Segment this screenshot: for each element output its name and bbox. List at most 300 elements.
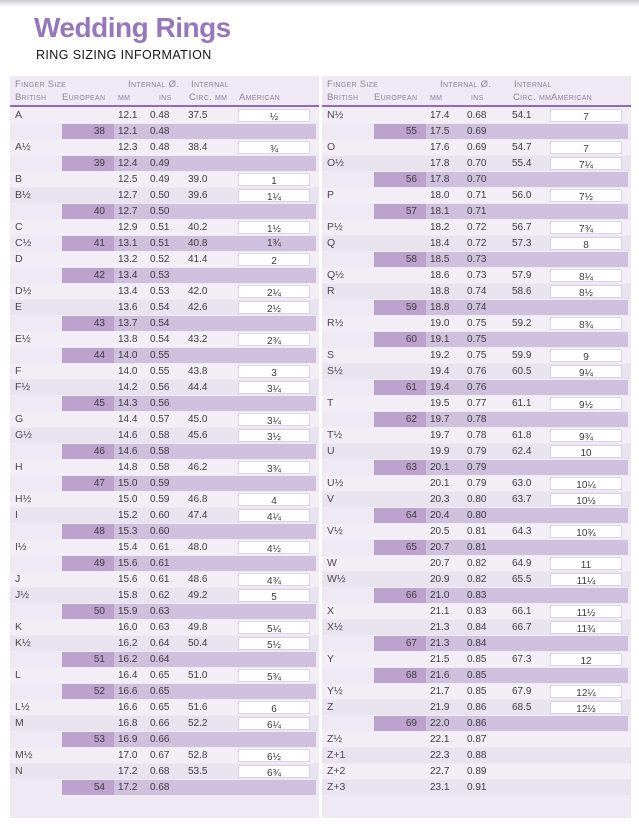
- table-row: [322, 700, 631, 715]
- american-size-box: 2½: [238, 301, 310, 314]
- internal-diameter-ins: 0.54: [150, 334, 170, 345]
- european-size: 58: [405, 254, 417, 265]
- internal-diameter-mm: 15.2: [118, 510, 138, 521]
- internal-circumference-mm: 49.8: [188, 622, 208, 633]
- page-title: Wedding Rings: [34, 12, 231, 43]
- internal-circumference-mm: 39.0: [188, 174, 208, 185]
- table-row: [10, 540, 319, 555]
- internal-diameter-ins: 0.72: [467, 222, 487, 233]
- internal-diameter-ins: 0.78: [467, 414, 487, 425]
- european-size: 40: [93, 206, 105, 217]
- internal-diameter-mm: 20.7: [430, 542, 450, 553]
- american-size-box: 9: [550, 349, 622, 362]
- internal-diameter-ins: 0.88: [467, 750, 487, 761]
- table-row: [322, 332, 631, 347]
- european-size-cell: [374, 668, 426, 683]
- ins-column-header: ins: [471, 92, 484, 103]
- table-row: [322, 460, 631, 475]
- table-row: [10, 412, 319, 427]
- internal-diameter-mm: 16.4: [118, 670, 138, 681]
- table-row: [10, 700, 319, 715]
- table-row: [10, 476, 319, 491]
- american-size-box: 2¾: [238, 333, 310, 346]
- internal-diameter-ins: 0.48: [150, 142, 170, 153]
- american-size-box: 11¼: [550, 573, 622, 586]
- internal-diameter-mm: 19.2: [430, 350, 450, 361]
- internal-diameter-ins: 0.81: [467, 526, 487, 537]
- table-row: [10, 428, 319, 443]
- american-size-box: 5¾: [238, 669, 310, 682]
- table-row: [322, 412, 631, 427]
- table-row: [322, 348, 631, 363]
- table-row: [10, 588, 319, 603]
- internal-diameter-mm: 16.9: [118, 734, 138, 745]
- internal-diameter-mm: 19.9: [430, 446, 450, 457]
- british-size: U½: [327, 477, 344, 489]
- american-size-box: 7: [550, 109, 622, 122]
- european-size: 53: [93, 734, 105, 745]
- table-row: [322, 652, 631, 667]
- british-size: M: [15, 717, 24, 729]
- european-size: 66: [405, 590, 417, 601]
- internal-diameter-ins: 0.73: [467, 254, 487, 265]
- internal-diameter-mm: 16.8: [118, 718, 138, 729]
- american-size-box: 12½: [550, 701, 622, 714]
- internal-diameter-ins: 0.70: [467, 158, 487, 169]
- table-row: [322, 236, 631, 251]
- internal-circumference-mm: 62.4: [512, 446, 532, 457]
- table-row: [10, 652, 319, 667]
- european-size: 46: [93, 446, 105, 457]
- internal-diameter-ins: 0.51: [150, 238, 170, 249]
- table-row: [322, 556, 631, 571]
- internal-diameter-mm: 22.1: [430, 734, 450, 745]
- internal-diameter-ins: 0.54: [150, 318, 170, 329]
- internal-diameter-ins: 0.84: [467, 638, 487, 649]
- mm-column-header: mm: [118, 92, 131, 103]
- internal-diameter-mm: 21.1: [430, 606, 450, 617]
- american-size-box: 10¼: [550, 477, 622, 490]
- british-size: V½: [327, 525, 343, 537]
- internal-diameter-ins: 0.86: [467, 718, 487, 729]
- internal-diameter-ins: 0.86: [467, 702, 487, 713]
- internal-diameter-ins: 0.89: [467, 766, 487, 777]
- internal-circumference-mm: 59.2: [512, 318, 532, 329]
- british-size: Z+1: [327, 749, 346, 761]
- internal-diameter-mm: 20.7: [430, 558, 450, 569]
- american-size-box: 3¼: [238, 413, 310, 426]
- american-size-box: ¾: [238, 141, 310, 154]
- table-row: [10, 748, 319, 763]
- british-size: T: [327, 397, 334, 409]
- european-size: 38: [93, 126, 105, 137]
- american-size-box: 1½: [238, 221, 310, 234]
- internal-diameter-mm: 22.3: [430, 750, 450, 761]
- internal-diameter-mm: 19.1: [430, 334, 450, 345]
- internal-circumference-mm: 58.6: [512, 286, 532, 297]
- table-row: [322, 156, 631, 171]
- internal-diameter-mm: 14.4: [118, 414, 138, 425]
- american-size-box: 3¼: [238, 381, 310, 394]
- british-size: A: [15, 109, 23, 121]
- internal-diameter-ins: 0.83: [467, 606, 487, 617]
- internal-diameter-mm: 18.6: [430, 270, 450, 281]
- table-row: [322, 780, 631, 795]
- european-size: 48: [93, 526, 105, 537]
- internal-diameter-ins: 0.59: [150, 494, 170, 505]
- internal-diameter-ins: 0.85: [467, 654, 487, 665]
- table-row: [10, 684, 319, 699]
- european-size-cell: [374, 172, 426, 187]
- british-size: E: [15, 301, 23, 313]
- internal-circumference-mm: 66.7: [512, 622, 532, 633]
- table-row: [322, 380, 631, 395]
- internal-diameter-mm: 14.6: [118, 430, 138, 441]
- british-size: O½: [327, 157, 344, 169]
- internal-diameter-ins: 0.80: [467, 510, 487, 521]
- american-size-box: 1¼: [238, 189, 310, 202]
- internal-diameter-mm: 17.5: [430, 126, 450, 137]
- internal-diameter-mm: 20.9: [430, 574, 450, 585]
- american-size-box: 10¾: [550, 525, 622, 538]
- american-size-box: 3½: [238, 429, 310, 442]
- internal-diameter-mm: 15.8: [118, 590, 138, 601]
- internal-diameter-ins: 0.48: [150, 110, 170, 121]
- internal-diameter-ins: 0.53: [150, 270, 170, 281]
- table-row: [322, 476, 631, 491]
- table-row: [10, 716, 319, 731]
- ring-size-table-left: [10, 76, 319, 818]
- ring-size-table-right: [322, 76, 631, 818]
- american-size-box: 3: [238, 365, 310, 378]
- internal-circumference-mm: 44.4: [188, 382, 208, 393]
- internal-diameter-mm: 18.8: [430, 286, 450, 297]
- british-size: Q½: [327, 269, 344, 281]
- table-row: [10, 252, 319, 267]
- european-size-cell: [374, 508, 426, 523]
- american-size-box: 7: [550, 141, 622, 154]
- internal-diameter-mm: 15.6: [118, 574, 138, 585]
- table-row: [322, 220, 631, 235]
- header-rule: [10, 105, 319, 107]
- european-size: 39: [93, 158, 105, 169]
- table-row: [10, 780, 319, 795]
- table-row: [322, 572, 631, 587]
- american-size-box: 6½: [238, 749, 310, 762]
- finger-size-header: Finger Size: [15, 79, 67, 90]
- british-size: U: [327, 445, 335, 457]
- british-size: A½: [15, 141, 31, 153]
- table-row: [322, 124, 631, 139]
- internal-diameter-header: Internal Ø.: [440, 79, 492, 90]
- internal-diameter-ins: 0.68: [150, 766, 170, 777]
- internal-diameter-mm: 20.1: [430, 478, 450, 489]
- american-size-box: 4½: [238, 541, 310, 554]
- british-size: K: [15, 621, 23, 633]
- european-size-cell: [62, 124, 114, 139]
- internal-diameter-mm: 17.2: [118, 782, 138, 793]
- american-size-box: 12: [550, 653, 622, 666]
- european-size: 45: [93, 398, 105, 409]
- european-size-cell: [62, 316, 114, 331]
- internal-diameter-ins: 0.72: [467, 238, 487, 249]
- internal-circumference-mm: 39.6: [188, 190, 208, 201]
- european-size-cell: [62, 156, 114, 171]
- internal-diameter-mm: 13.6: [118, 302, 138, 313]
- internal-diameter-ins: 0.83: [467, 590, 487, 601]
- table-row: [322, 252, 631, 267]
- internal-circumference-mm: 54.7: [512, 142, 532, 153]
- internal-diameter-mm: 13.2: [118, 254, 138, 265]
- internal-diameter-mm: 21.7: [430, 686, 450, 697]
- internal-diameter-ins: 0.65: [150, 702, 170, 713]
- internal-diameter-mm: 19.4: [430, 382, 450, 393]
- mm-column-header: mm: [430, 92, 443, 103]
- american-column-header: American: [551, 92, 593, 103]
- european-size-cell: [62, 732, 114, 747]
- internal-diameter-mm: 21.3: [430, 622, 450, 633]
- european-size-cell: [62, 524, 114, 539]
- internal-diameter-ins: 0.61: [150, 558, 170, 569]
- british-size: S: [327, 349, 335, 361]
- table-row: [10, 396, 319, 411]
- internal-diameter-ins: 0.48: [150, 126, 170, 137]
- british-size: M½: [15, 749, 33, 761]
- american-size-box: 10: [550, 445, 622, 458]
- internal-circumference-mm: 63.0: [512, 478, 532, 489]
- british-column-header: British: [15, 92, 47, 103]
- internal-circumference-mm: 49.2: [188, 590, 208, 601]
- internal-diameter-ins: 0.49: [150, 158, 170, 169]
- internal-diameter-ins: 0.73: [467, 270, 487, 281]
- internal-diameter-ins: 0.87: [467, 734, 487, 745]
- internal-circumference-mm: 57.9: [512, 270, 532, 281]
- table-row: [322, 604, 631, 619]
- internal-circumference-mm: 54.1: [512, 110, 532, 121]
- table-row: [322, 508, 631, 523]
- internal-circumference-mm: 51.6: [188, 702, 208, 713]
- internal-diameter-mm: 14.2: [118, 382, 138, 393]
- british-size: E½: [15, 333, 31, 345]
- internal-diameter-ins: 0.54: [150, 302, 170, 313]
- internal-diameter-mm: 13.4: [118, 270, 138, 281]
- european-size: 67: [405, 638, 417, 649]
- british-size: L: [15, 669, 21, 681]
- european-size-cell: [374, 204, 426, 219]
- internal-diameter-mm: 17.4: [430, 110, 450, 121]
- internal-diameter-mm: 16.6: [118, 686, 138, 697]
- european-size: 51: [93, 654, 105, 665]
- internal-diameter-ins: 0.58: [150, 446, 170, 457]
- table-row: [10, 492, 319, 507]
- internal-diameter-mm: 17.6: [430, 142, 450, 153]
- internal-diameter-ins: 0.65: [150, 670, 170, 681]
- table-row: [322, 524, 631, 539]
- european-size: 47: [93, 478, 105, 489]
- european-size: 57: [405, 206, 417, 217]
- british-size: P½: [327, 221, 343, 233]
- british-size: P: [327, 189, 335, 201]
- american-size-box: 9½: [550, 397, 622, 410]
- internal-diameter-ins: 0.68: [150, 782, 170, 793]
- internal-diameter-mm: 18.1: [430, 206, 450, 217]
- internal-diameter-mm: 18.2: [430, 222, 450, 233]
- table-row: [322, 636, 631, 651]
- european-size-cell: [374, 252, 426, 267]
- internal-diameter-ins: 0.74: [467, 302, 487, 313]
- british-size: D: [15, 253, 23, 265]
- table-row: [322, 364, 631, 379]
- internal-circumference-mm: 57.3: [512, 238, 532, 249]
- internal-diameter-mm: 15.3: [118, 526, 138, 537]
- table-row: [10, 764, 319, 779]
- internal-diameter-mm: 12.4: [118, 158, 138, 169]
- table-row: [322, 764, 631, 779]
- internal-diameter-ins: 0.91: [467, 782, 487, 793]
- european-size-cell: [374, 716, 426, 731]
- british-size: R: [327, 285, 335, 297]
- internal-diameter-ins: 0.78: [467, 430, 487, 441]
- internal-circumference-mm: 66.1: [512, 606, 532, 617]
- british-size: I½: [15, 541, 27, 553]
- internal-diameter-mm: 17.8: [430, 158, 450, 169]
- british-size: Y: [327, 653, 335, 665]
- internal-diameter-ins: 0.64: [150, 638, 170, 649]
- european-size: 59: [405, 302, 417, 313]
- british-size: L½: [15, 701, 30, 713]
- internal-diameter-ins: 0.55: [150, 366, 170, 377]
- european-size: 41: [93, 238, 105, 249]
- british-size: X½: [327, 621, 343, 633]
- internal-circumference-mm: 67.9: [512, 686, 532, 697]
- internal-diameter-mm: 19.5: [430, 398, 450, 409]
- internal-diameter-mm: 12.3: [118, 142, 138, 153]
- european-size-cell: [374, 588, 426, 603]
- american-size-box: 8¼: [550, 269, 622, 282]
- table-row: [10, 332, 319, 347]
- internal-diameter-mm: 19.0: [430, 318, 450, 329]
- internal-diameter-mm: 21.0: [430, 590, 450, 601]
- european-size: 55: [405, 126, 417, 137]
- table-row: [10, 236, 319, 251]
- internal-circumference-mm: 42.6: [188, 302, 208, 313]
- internal-circumference-mm: 65.5: [512, 574, 532, 585]
- european-size-cell: [62, 780, 114, 795]
- european-size-cell: [374, 460, 426, 475]
- american-size-box: 5¼: [238, 621, 310, 634]
- european-size: 56: [405, 174, 417, 185]
- internal-diameter-ins: 0.52: [150, 254, 170, 265]
- table-row: [10, 300, 319, 315]
- european-size: 63: [405, 462, 417, 473]
- british-size: X: [327, 605, 335, 617]
- british-size: B½: [15, 189, 31, 201]
- american-size-box: 8½: [550, 285, 622, 298]
- internal-diameter-ins: 0.58: [150, 462, 170, 473]
- internal-diameter-mm: 13.1: [118, 238, 138, 249]
- table-row: [322, 172, 631, 187]
- table-rows: [10, 108, 319, 796]
- internal-circumference-mm: 38.4: [188, 142, 208, 153]
- table-row: [10, 620, 319, 635]
- internal-diameter-mm: 21.3: [430, 638, 450, 649]
- british-size: W½: [327, 573, 346, 585]
- internal-diameter-mm: 12.1: [118, 110, 138, 121]
- internal-diameter-ins: 0.66: [150, 734, 170, 745]
- american-size-box: 9¼: [550, 365, 622, 378]
- internal-diameter-mm: 20.1: [430, 462, 450, 473]
- european-size: 54: [93, 782, 105, 793]
- internal-diameter-ins: 0.69: [467, 126, 487, 137]
- american-column-header: American: [239, 92, 281, 103]
- european-size-cell: [62, 204, 114, 219]
- internal-diameter-ins: 0.75: [467, 334, 487, 345]
- table-row: [322, 396, 631, 411]
- table-row: [322, 684, 631, 699]
- british-size: G: [15, 413, 24, 425]
- table-row: [10, 140, 319, 155]
- internal-diameter-mm: 12.1: [118, 126, 138, 137]
- european-size-cell: [374, 300, 426, 315]
- internal-diameter-mm: 15.4: [118, 542, 138, 553]
- british-size: O: [327, 141, 336, 153]
- british-size: Y½: [327, 685, 343, 697]
- british-size: Z½: [327, 733, 343, 745]
- internal-circumference-mm: 64.3: [512, 526, 532, 537]
- internal-diameter-mm: 18.0: [430, 190, 450, 201]
- internal-circumference-mm: 40.2: [188, 222, 208, 233]
- british-size: C: [15, 221, 23, 233]
- internal-diameter-mm: 16.6: [118, 702, 138, 713]
- internal-diameter-ins: 0.81: [467, 542, 487, 553]
- american-size-box: 11: [550, 557, 622, 570]
- internal-diameter-ins: 0.61: [150, 574, 170, 585]
- internal-diameter-mm: 17.8: [430, 174, 450, 185]
- page-subtitle: RING SIZING INFORMATION: [36, 48, 212, 62]
- internal-diameter-ins: 0.61: [150, 542, 170, 553]
- internal-diameter-ins: 0.85: [467, 670, 487, 681]
- british-size: T½: [327, 429, 343, 441]
- european-size-cell: [62, 444, 114, 459]
- internal-diameter-mm: 20.5: [430, 526, 450, 537]
- table-row: [10, 668, 319, 683]
- european-size: 50: [93, 606, 105, 617]
- internal-diameter-mm: 18.5: [430, 254, 450, 265]
- internal-diameter-mm: 21.5: [430, 654, 450, 665]
- circ-mm-column-header: Circ. mm: [513, 92, 552, 103]
- european-size-cell: [62, 604, 114, 619]
- table-row: [10, 556, 319, 571]
- internal-diameter-ins: 0.51: [150, 222, 170, 233]
- american-size-box: ½: [238, 109, 310, 122]
- british-size: J½: [15, 589, 30, 601]
- european-size-cell: [374, 124, 426, 139]
- internal-circumference-mm: 43.8: [188, 366, 208, 377]
- ins-column-header: ins: [159, 92, 172, 103]
- internal-circumference-mm: 46.2: [188, 462, 208, 473]
- internal-diameter-ins: 0.50: [150, 206, 170, 217]
- circ-mm-column-header: Circ. mm: [189, 92, 228, 103]
- european-size: 44: [93, 350, 105, 361]
- european-size: 65: [405, 542, 417, 553]
- internal-diameter-mm: 15.0: [118, 494, 138, 505]
- internal-diameter-ins: 0.63: [150, 622, 170, 633]
- british-size: W: [327, 557, 337, 569]
- internal-diameter-ins: 0.49: [150, 174, 170, 185]
- internal-circumference-mm: 53.5: [188, 766, 208, 777]
- internal-circumference-mm: 59.9: [512, 350, 532, 361]
- internal-diameter-mm: 12.9: [118, 222, 138, 233]
